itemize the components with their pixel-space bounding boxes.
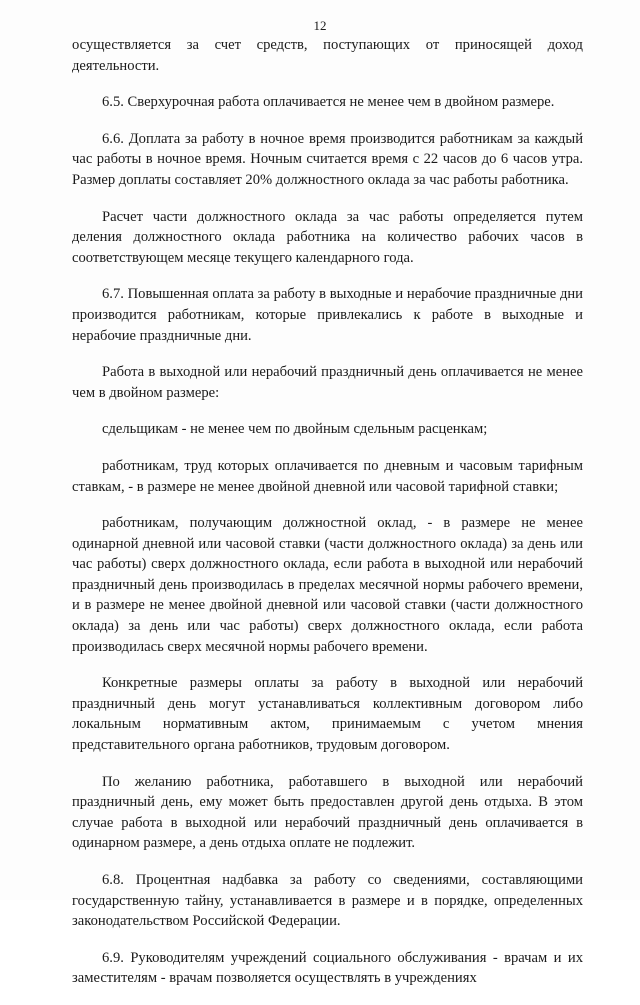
paragraph-6-6: 6.6. Доплата за работу в ночное время производится работникам за каждый час работы в ночное время. Ночным считается время с 22 часов до 6 часов утра. Размер доплаты составляет 20% должностного оклада за час работы работника. [72, 130, 583, 188]
paragraph-6-9: 6.9. Руководителям учреждений социального обслуживания - врачам и их заместителям - врачам позволяется осуществлять в учреждениях [72, 949, 583, 987]
paragraph-salaried-workers: работникам, получающим должностной оклад, - в размере не менее одинарной дневной или часовой ставки (части должностного оклада) за день или час работы) сверх должностного оклада, если работа в выходной или нерабочий праздничный день производилась в пределах месячной нормы рабочего времени, и в размере не менее двойной дневной или часовой ставки (части должностного оклада) за день или час работы) сверх должностного оклада, если работа производилась сверх месячной нормы рабочего времени. [72, 515, 583, 655]
paragraph-6-7: 6.7. Повышенная оплата за работу в выходные и нерабочие праздничные дни производится работникам, которые привлекались к работе в выходные и нерабочие праздничные дни. [72, 286, 583, 344]
paragraph-6-8: 6.8. Процентная надбавка за работу со сведениями, составляющими государственную тайну, устанавливается в размере и в порядке, определенных законодательством Российской Федерации. [72, 872, 583, 930]
paragraph-piece-workers: сдельщикам - не менее чем по двойным сдельным расценкам; [102, 421, 488, 438]
paragraph-specific-pay-rates: Конкретные размеры оплаты за работу в выходной или нерабочий праздничный день могут устанавливаться коллективным договором либо локальным нормативным актом, принимаемым с учетом мнения представительного органа работников, трудовым договором. [72, 675, 583, 754]
paragraph-6-5: 6.5. Сверхурочная работа оплачивается не менее чем в двойном размере. [102, 94, 555, 111]
paragraph-continuation: осуществляется за счет средств, поступающих от приносящей доход деятельности. [72, 37, 583, 74]
document-body [72, 35, 583, 1005]
paragraph-double-pay: Работа в выходной или нерабочий праздничный день оплачивается не менее чем в двойном размере: [72, 364, 583, 401]
page-number: 12 [313, 18, 327, 33]
paragraph-day-off: По желанию работника, работавшего в выходной или нерабочий праздничный день, ему может быть предоставлен другой день отдыха. В этом случае работа в выходной или нерабочий праздничный день оплачивается в одинарном размере, а день отдыха оплате не подлежит. [72, 773, 583, 852]
paragraph-tariff-workers: работникам, труд которых оплачивается по дневным и часовым тарифным ставкам, - в размере не менее двойной дневной или часовой тарифной ставки; [72, 457, 583, 495]
paragraph-hourly-rate-calculation: Расчет части должностного оклада за час работы определяется путем деления должностного оклада работника на количество рабочих часов в соответствующем месяце текущего календарного года. [72, 208, 583, 266]
